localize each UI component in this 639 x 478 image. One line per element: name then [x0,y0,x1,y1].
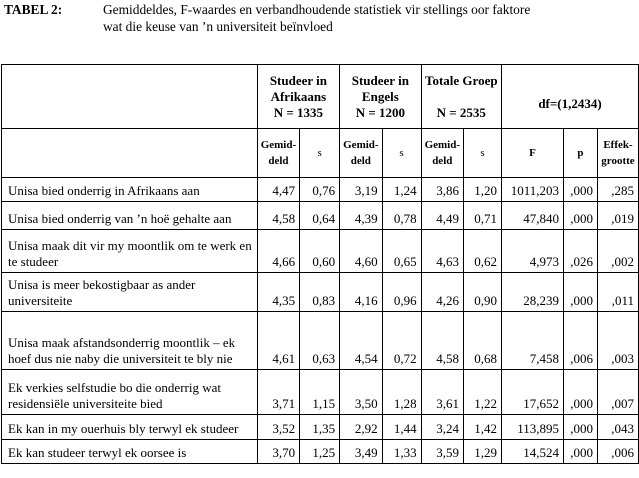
row-label: Unisa maak afstandsonderrig moontlik – ek hoef dus nie naby die universiteit te bly nie [2,312,258,370]
cell-value: 47,840 [502,202,564,230]
empty-corner-sub [2,129,258,178]
effect-size-header: Effek- grootte [597,129,638,178]
table-row [2,415,639,440]
sd-header: s [382,129,421,178]
cell-value: 4,26 [421,273,463,312]
cell-value: 0,64 [300,202,340,230]
cell-value: ,019 [597,202,638,230]
cell-value: 3,50 [340,370,382,415]
cell-value: ,006 [597,440,638,464]
caption-label: TABEL 2: [4,2,63,17]
cell-value: 1,25 [300,440,340,464]
sd-header: s [464,129,502,178]
cell-value: 0,71 [464,202,502,230]
cell-value: 1011,203 [502,178,564,202]
p-header: p [563,129,597,178]
cell-value: 1,28 [382,370,421,415]
cell-value: 4,39 [340,202,382,230]
group-header-totaal: Totale Groep N = 2535 [421,65,501,129]
cell-value: 0,65 [382,230,421,273]
row-label: Unisa maak dit vir my moontlik om te werk en te studeer [2,230,258,273]
empty-corner-top [2,65,258,129]
cell-value: 3,86 [421,178,463,202]
cell-value: 1,29 [464,440,502,464]
cell-value: 113,895 [502,415,564,440]
cell-value: 0,63 [300,312,340,370]
table-row [2,370,639,415]
table-row [2,230,639,273]
row-label: Unisa bied onderrig in Afrikaans aan [2,178,258,202]
cell-value: 1,33 [382,440,421,464]
statistics-table [1,64,639,464]
df-header: df=(1,2434) [502,65,639,129]
cell-value: 4,47 [257,178,299,202]
cell-value: 0,76 [300,178,340,202]
sub-header-row [2,129,639,178]
table-row [2,178,639,202]
table-row [2,273,639,312]
cell-value: 4,16 [340,273,382,312]
row-label: Ek kan studeer terwyl ek oorsee is [2,440,258,464]
cell-value: 28,239 [502,273,564,312]
cell-value: 4,63 [421,230,463,273]
cell-value: 0,68 [464,312,502,370]
cell-value: 3,49 [340,440,382,464]
cell-value: 1,42 [464,415,502,440]
cell-value: 3,59 [421,440,463,464]
table-row [2,202,639,230]
cell-value: 7,458 [502,312,564,370]
cell-value: ,285 [597,178,638,202]
cell-value: 0,72 [382,312,421,370]
cell-value: 4,54 [340,312,382,370]
cell-value: 4,61 [257,312,299,370]
caption-line-1: Gemiddeldes, F-waardes en verbandhoudende statistiek vir stellings oor faktore [103,2,531,17]
cell-value: 1,35 [300,415,340,440]
cell-value: ,043 [597,415,638,440]
cell-value: 1,24 [382,178,421,202]
cell-value: 0,96 [382,273,421,312]
mean-header: Gemid- deld [421,129,463,178]
cell-value: 4,60 [340,230,382,273]
cell-value: 1,44 [382,415,421,440]
mean-header: Gemid- deld [340,129,382,178]
cell-value: 3,61 [421,370,463,415]
cell-value: 1,20 [464,178,502,202]
cell-value: ,003 [597,312,638,370]
cell-value: 14,524 [502,440,564,464]
cell-value: 3,19 [340,178,382,202]
cell-value: 2,92 [340,415,382,440]
cell-value: 4,66 [257,230,299,273]
row-label: Unisa bied onderrig van ’n hoë gehalte aan [2,202,258,230]
cell-value: 17,652 [502,370,564,415]
cell-value: 0,83 [300,273,340,312]
group-header-afrikaans: Studeer in Afrikaans N = 1335 [257,65,339,129]
cell-value: ,000 [563,202,597,230]
cell-value: 0,78 [382,202,421,230]
cell-value: 4,58 [421,312,463,370]
group-header-row [2,65,639,129]
cell-value: 3,71 [257,370,299,415]
cell-value: ,002 [597,230,638,273]
cell-value: 0,62 [464,230,502,273]
table-row [2,312,639,370]
caption-line-2: wat die keuse van ’n universiteit beïnvloed [103,19,333,34]
group-header-engels: Studeer in Engels N = 1200 [340,65,421,129]
cell-value: 4,973 [502,230,564,273]
cell-value: 0,60 [300,230,340,273]
cell-value: 1,22 [464,370,502,415]
mean-header: Gemid- deld [257,129,299,178]
cell-value: 3,52 [257,415,299,440]
row-label: Ek kan in my ouerhuis bly terwyl ek studeer [2,415,258,440]
cell-value: 0,90 [464,273,502,312]
f-header: F [502,129,564,178]
cell-value: ,000 [563,273,597,312]
cell-value: ,000 [563,440,597,464]
cell-value: ,006 [563,312,597,370]
row-label: Ek verkies selfstudie bo die onderrig wat residensiële universiteite bied [2,370,258,415]
sd-header: s [300,129,340,178]
row-label: Unisa is meer bekostigbaar as ander universiteite [2,273,258,312]
cell-value: ,026 [563,230,597,273]
table-row [2,440,639,464]
cell-value: 4,35 [257,273,299,312]
cell-value: 4,58 [257,202,299,230]
cell-value: ,000 [563,370,597,415]
cell-value: ,011 [597,273,638,312]
cell-value: 4,49 [421,202,463,230]
cell-value: 3,70 [257,440,299,464]
cell-value: ,000 [563,415,597,440]
cell-value: ,000 [563,178,597,202]
cell-value: 1,15 [300,370,340,415]
cell-value: 3,24 [421,415,463,440]
cell-value: ,007 [597,370,638,415]
